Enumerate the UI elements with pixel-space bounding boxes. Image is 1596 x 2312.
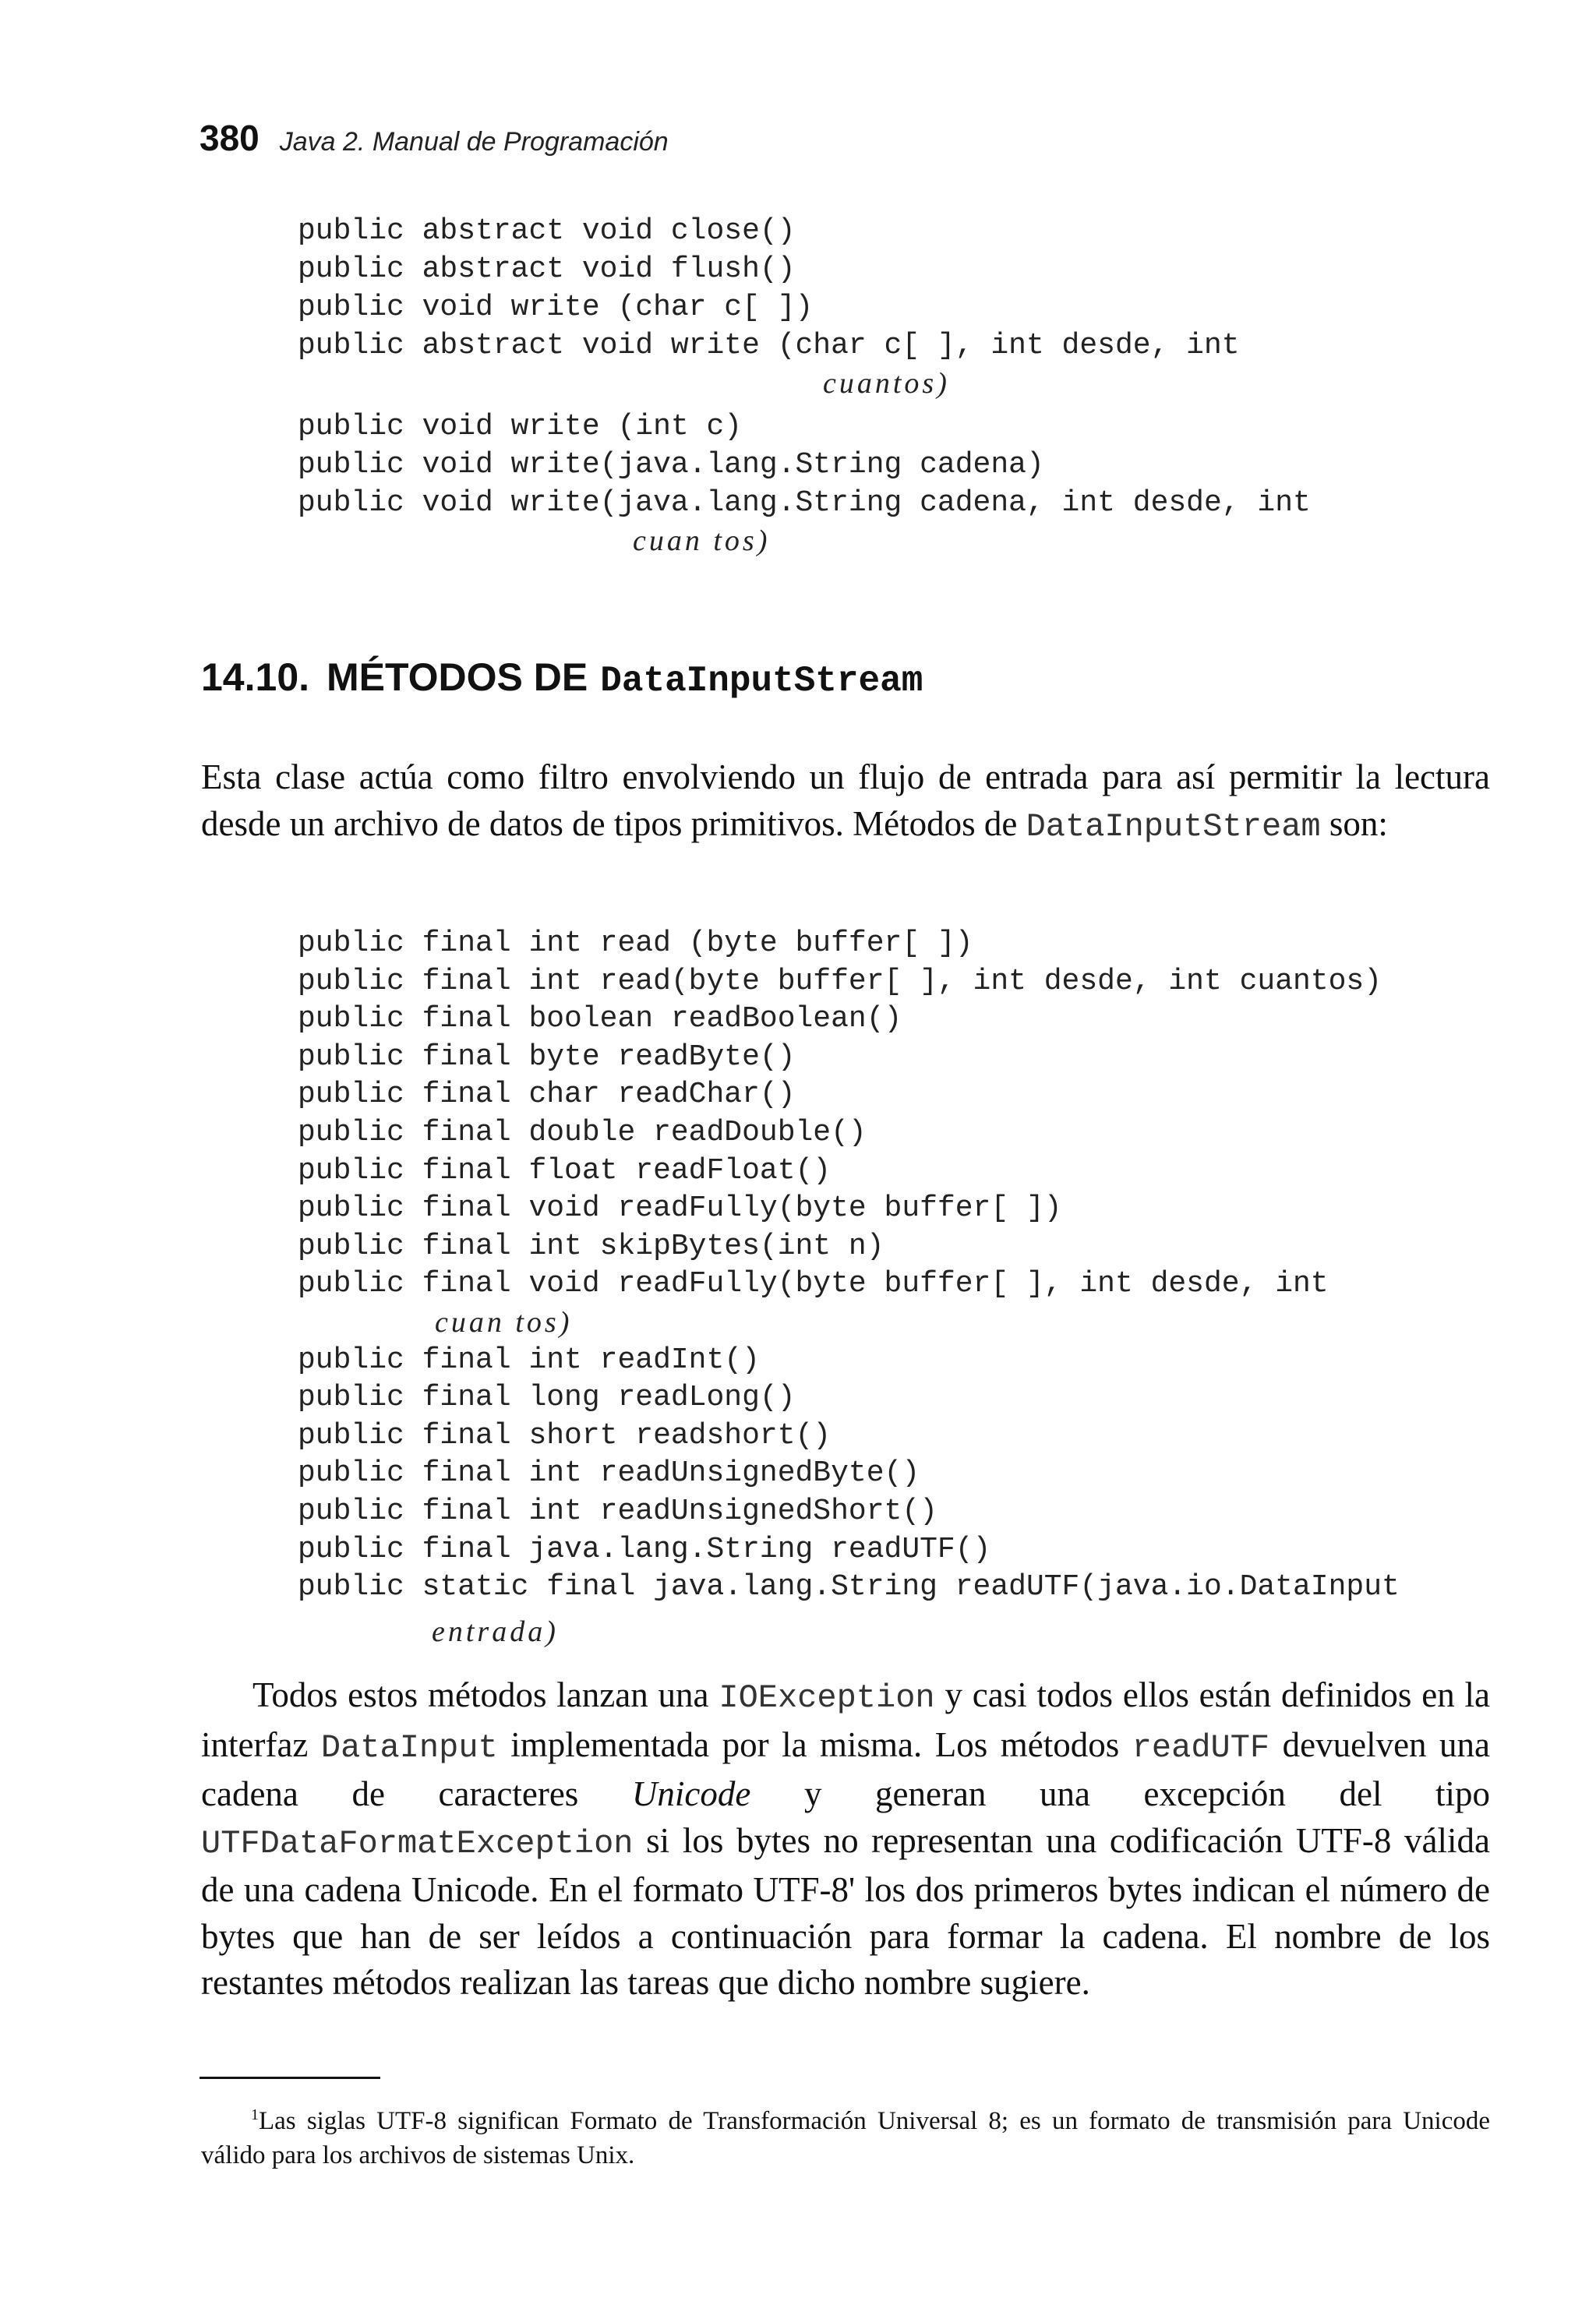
code-line: public void write (char c[ ]) xyxy=(298,291,814,324)
code-line: public final int readUnsignedShort() xyxy=(298,1494,937,1528)
code-line-continuation: entrada) xyxy=(432,1615,559,1648)
running-title: Java 2. Manual de Programación xyxy=(279,127,669,157)
section-title: MÉTODOS DE xyxy=(327,655,588,699)
code-line: public final java.lang.String readUTF() xyxy=(298,1532,991,1566)
code-line: public final short readshort() xyxy=(298,1418,832,1453)
section-heading xyxy=(201,655,923,701)
code-block-writer-methods xyxy=(298,212,1311,560)
footnote xyxy=(201,2098,1490,2173)
page-header xyxy=(200,117,669,164)
code-line: public final double readDouble() xyxy=(298,1115,867,1149)
code-line: public void write (int c) xyxy=(298,410,743,443)
code-line-continuation: cuan tos) xyxy=(435,1305,573,1339)
code-line: public final int read (byte buffer[ ]) xyxy=(298,927,973,960)
code-line: public abstract void write (char c[ ], int desde, int xyxy=(298,329,1240,362)
code-line: public static final java.lang.String readUTF(java.io.DataInput xyxy=(298,1570,1400,1604)
code-line-continuation: cuantos) xyxy=(823,367,950,400)
code-line: public final int readInt() xyxy=(298,1343,760,1377)
code-line: public final boolean readBoolean() xyxy=(298,1002,902,1036)
intro-paragraph: Esta clase actúa como filtro envolviendo un flujo de entrada para así permitir la lectura desde un archivo de datos de tipos primitivos. Métodos de DataInputStream son: xyxy=(201,757,1490,845)
page-number: 380 xyxy=(200,118,260,158)
section-number: 14.10. xyxy=(201,655,310,699)
code-line: public final int read(byte buffer[ ], int desde, int cuantos) xyxy=(298,964,1382,998)
code-line: public final void readFully(byte buffer[ ], int desde, int xyxy=(298,1267,1329,1301)
code-line: public void write(java.lang.String cadena, int desde, int xyxy=(298,486,1311,520)
code-line-continuation: cuan tos) xyxy=(633,524,771,557)
body-paragraph: Todos estos métodos lanzan una IOException y casi todos ellos están definidos en la interfaz DataInput implementada por la misma. Los métodos readUTF devuelven una cadena de caracteres Unicode y generan una excepción del tipo UTFDataFormatException si los bytes no representan una codificación UTF-8 válida de una cadena Unicode. En el formato UTF-8' los dos primeros bytes indican el número de bytes que han de ser leídos a continuación para formar la cadena. El nombre de los restantes métodos realizan las tareas que dicho nombre sugiere. xyxy=(201,1675,1491,2002)
code-block-datainputstream-methods xyxy=(298,925,1400,1650)
code-line: public final void readFully(byte buffer[ ]) xyxy=(298,1191,1062,1226)
code-line: public abstract void close() xyxy=(298,214,796,248)
section-class-name: DataInputStream xyxy=(600,661,923,701)
code-line: public abstract void flush() xyxy=(298,252,796,286)
footnote-marker: 1 xyxy=(251,2106,259,2123)
code-line: public final int readUnsignedByte() xyxy=(298,1456,920,1491)
code-line: public final long readLong() xyxy=(298,1381,796,1415)
code-line: public void write(java.lang.String cadena) xyxy=(298,448,1044,482)
code-line: public final float readFloat() xyxy=(298,1153,832,1188)
footnote-separator xyxy=(200,2077,380,2079)
code-line: public final char readChar() xyxy=(298,1078,796,1112)
code-line: public final int skipBytes(int n) xyxy=(298,1229,885,1263)
code-line: public final byte readByte() xyxy=(298,1040,796,1074)
footnote-text: Las siglas UTF-8 significan Formato de Transformación Universal 8; es un formato de transmisión para Unicode válido para los archivos de sistemas Unix. xyxy=(201,2107,1490,2169)
